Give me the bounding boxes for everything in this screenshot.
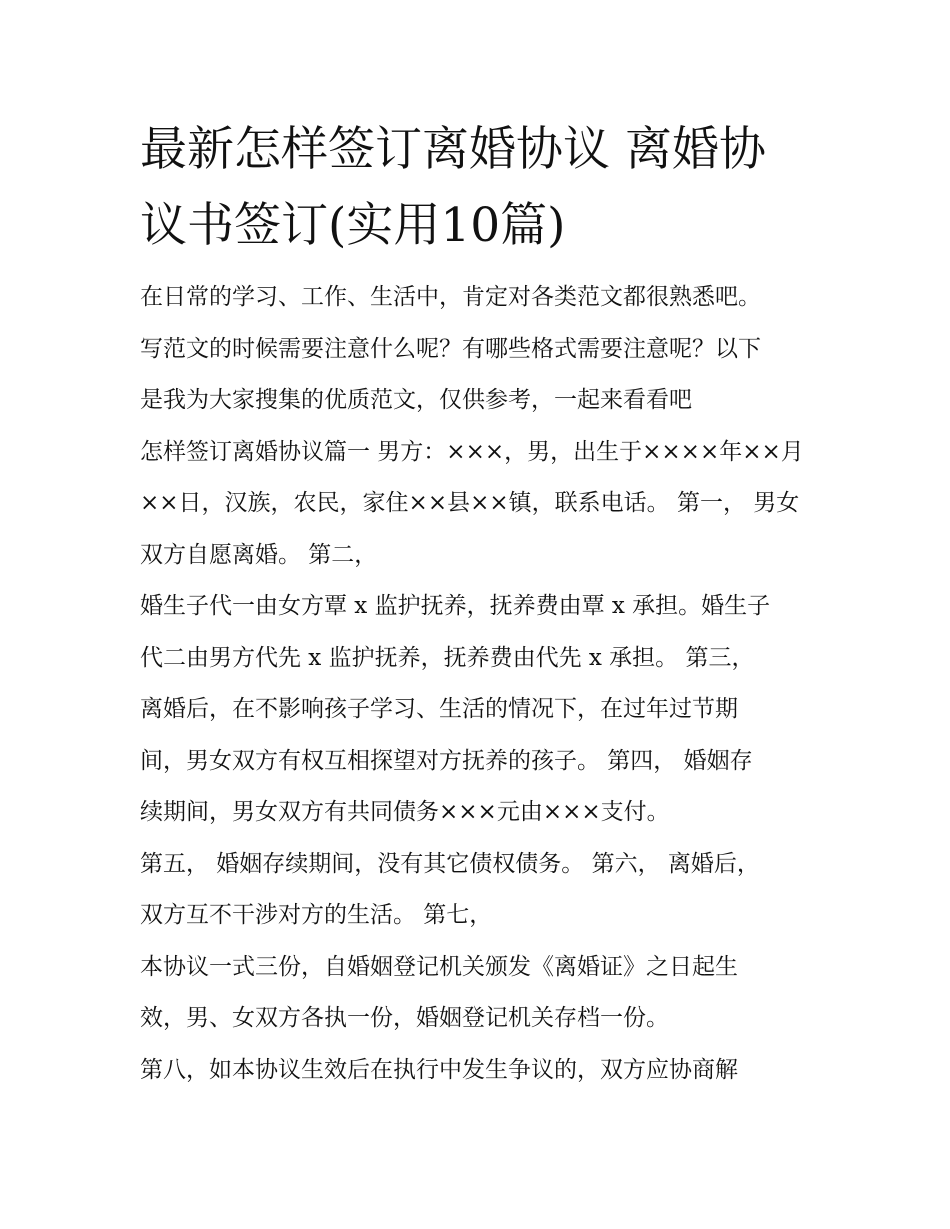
title-line: 议书签订(实用10篇) (140, 198, 566, 253)
body-line: 写范文的时候需要注意什么呢？有哪些格式需要注意呢？以下 (140, 335, 761, 362)
body-line: 续期间，男女双方有共同债务×××元由×××支付。 (140, 799, 670, 825)
body-line: 效，男、女双方各执一份，婚姻登记机关存档一份。 (140, 1005, 669, 1031)
body-line: ××日，汉族，农民，家住××县××镇，联系电话。 第一， 男女 (140, 490, 800, 516)
body-line: 第八，如本协议生效后在执行中发生争议的，双方应协商解 (140, 1056, 738, 1083)
body-line: 第五， 婚姻存续期间，没有其它债权债务。 第六， 离婚后， (140, 850, 760, 877)
body-line: 代二由男方代先 x 监护抚养，抚养费由代先 x 承担。 第三， (140, 644, 755, 671)
body-line: 在日常的学习、工作、生活中，肯定对各类范文都很熟悉吧。 (140, 284, 761, 310)
document-body (140, 272, 830, 1096)
body-line: 双方互不干涉对方的生活。 第七， (140, 902, 493, 928)
body-line: 离婚后，在不影响孩子学习、生活的情况下，在过年过节期 (140, 696, 738, 722)
title-line: 最新怎样签订离婚协议 离婚协 (140, 122, 766, 177)
body-line: 怎样签订离婚协议篇一 男方：×××，男，出生于××××年××月 (140, 438, 804, 465)
document-title (140, 112, 820, 264)
body-line: 间，男女双方有权互相探望对方抚养的孩子。 第四， 婚姻存 (140, 747, 753, 774)
body-line: 双方自愿离婚。 第二， (140, 541, 378, 568)
body-line: 是我为大家搜集的优质范文，仅供参考，一起来看看吧 (140, 387, 692, 413)
body-line: 婚生子代一由女方覃 x 监护抚养，抚养费由覃 x 承担。婚生子 (140, 593, 771, 619)
body-line: 本协议一式三份，自婚姻登记机关颁发《离婚证》之日起生 (140, 953, 738, 980)
